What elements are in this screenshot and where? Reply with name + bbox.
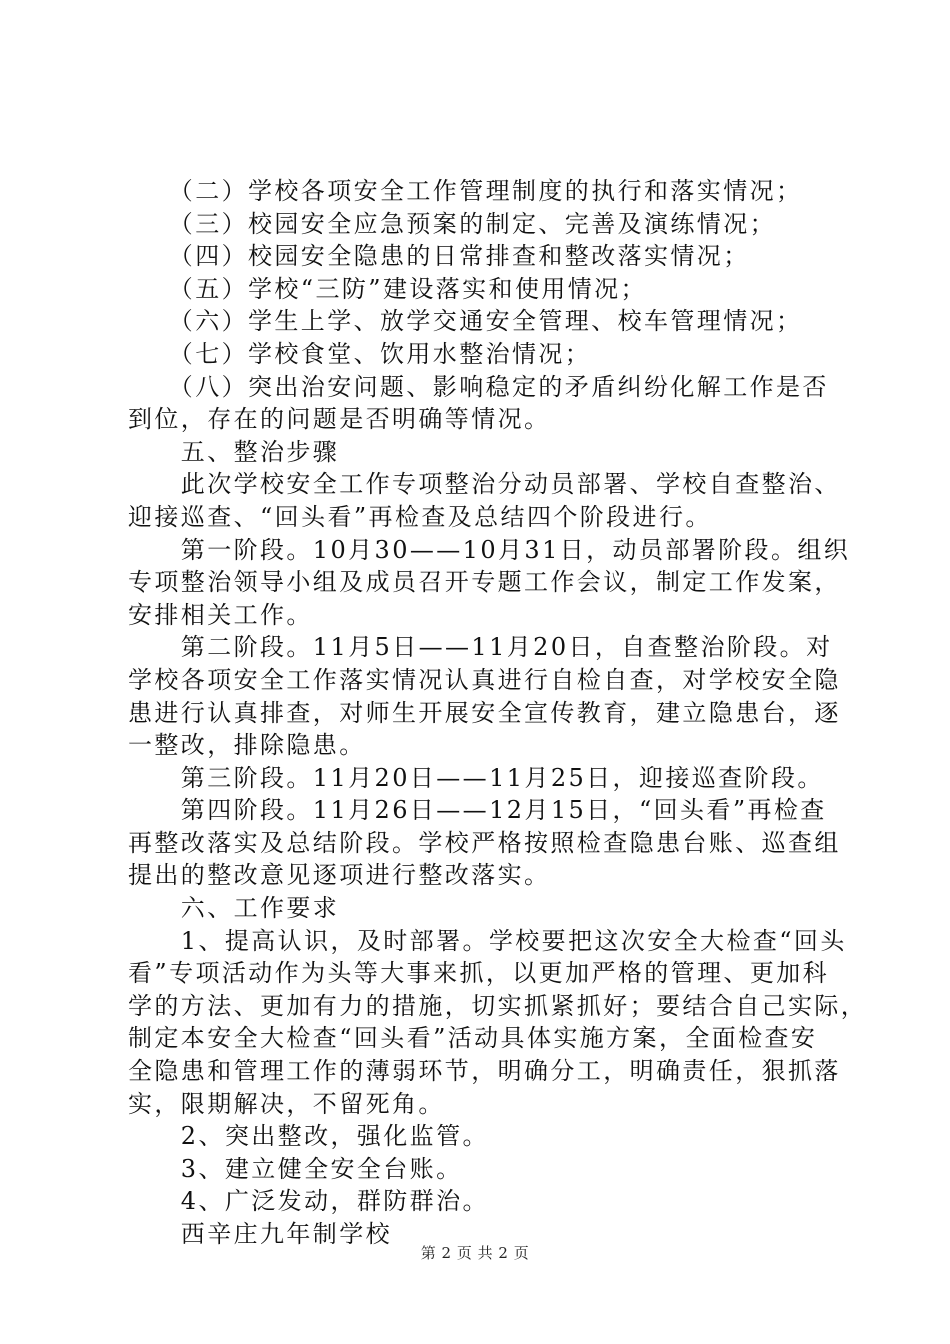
text-line: （三）校园安全应急预案的制定、完善及演练情况；: [128, 209, 776, 238]
text-line: 五、整治步骤: [128, 437, 340, 466]
text-line: 六、工作要求: [128, 894, 340, 923]
text-line: 学的方法、更加有力的措施，切实抓紧抓好；要结合自己实际，: [128, 991, 868, 1020]
text-line: 2、突出整改，强化监管。: [128, 1122, 489, 1151]
text-line: （二）学校各项安全工作管理制度的执行和落实情况；: [128, 177, 803, 205]
text-line: 第二阶段。11月5日——11月20日，自查整治阶段。对: [128, 633, 833, 662]
text-line: 实，限期解决，不留死角。: [128, 1089, 445, 1118]
text-line: 4、广泛发动，群防群治。: [128, 1187, 489, 1216]
text-line: 西辛庄九年制学校: [128, 1220, 392, 1248]
text-line: 一整改，排除隐患。: [128, 731, 366, 760]
text-line: （八）突出治安问题、影响稳定的矛盾纠纷化解工作是否: [128, 372, 829, 401]
text-line: 3、建立健全安全台账。: [128, 1154, 463, 1183]
text-line: 制定本安全大检查“回头看”活动具体实施方案，全面检查安: [128, 1024, 818, 1053]
text-line: 第一阶段。10月30——10月31日，动员部署阶段。组织: [128, 535, 851, 564]
text-line: 到位，存在的问题是否明确等情况。: [128, 405, 551, 434]
document-body: [128, 175, 868, 1251]
text-line: 安排相关工作。: [128, 600, 313, 629]
text-line: 迎接巡查、“回头看”再检查及总结四个阶段进行。: [128, 502, 712, 531]
text-line: 专项整治领导小组及成员召开专题工作会议，制定工作发案，: [128, 568, 841, 597]
text-line: 第三阶段。11月20日——11月25日，迎接巡查阶段。: [128, 763, 824, 792]
text-line: 全隐患和管理工作的薄弱环节，明确分工，明确责任，狠抓落: [128, 1057, 841, 1086]
text-line: （四）校园安全隐患的日常排查和整改落实情况；: [128, 242, 750, 271]
text-line: 1、提高认识，及时部署。学校要把这次安全大检查“回头: [128, 926, 847, 955]
page-footer: 第 2 页 共 2 页: [420, 1244, 530, 1262]
text-line: 再整改落实及总结阶段。学校严格按照检查隐患台账、巡查组: [128, 828, 841, 857]
text-line: 第四阶段。11月26日——12月15日，“回头看”再检查: [128, 796, 827, 825]
text-line: 患进行认真排查，对师生开展安全宣传教育，建立隐患台，逐: [128, 698, 841, 727]
text-line: （七）学校食堂、饮用水整治情况；: [128, 339, 592, 368]
text-line: 提出的整改意见逐项进行整改落实。: [128, 861, 551, 890]
text-line: 学校各项安全工作落实情况认真进行自检自查，对学校安全隐: [128, 665, 841, 694]
text-line: 此次学校安全工作专项整治分动员部署、学校自查整治、: [128, 470, 841, 499]
text-line: （五）学校“三防”建设落实和使用情况；: [128, 274, 647, 303]
text-line: 看”专项活动作为头等大事来抓，以更加严格的管理、更加科: [128, 959, 830, 988]
text-line: （六）学生上学、放学交通安全管理、校车管理情况；: [128, 307, 803, 336]
